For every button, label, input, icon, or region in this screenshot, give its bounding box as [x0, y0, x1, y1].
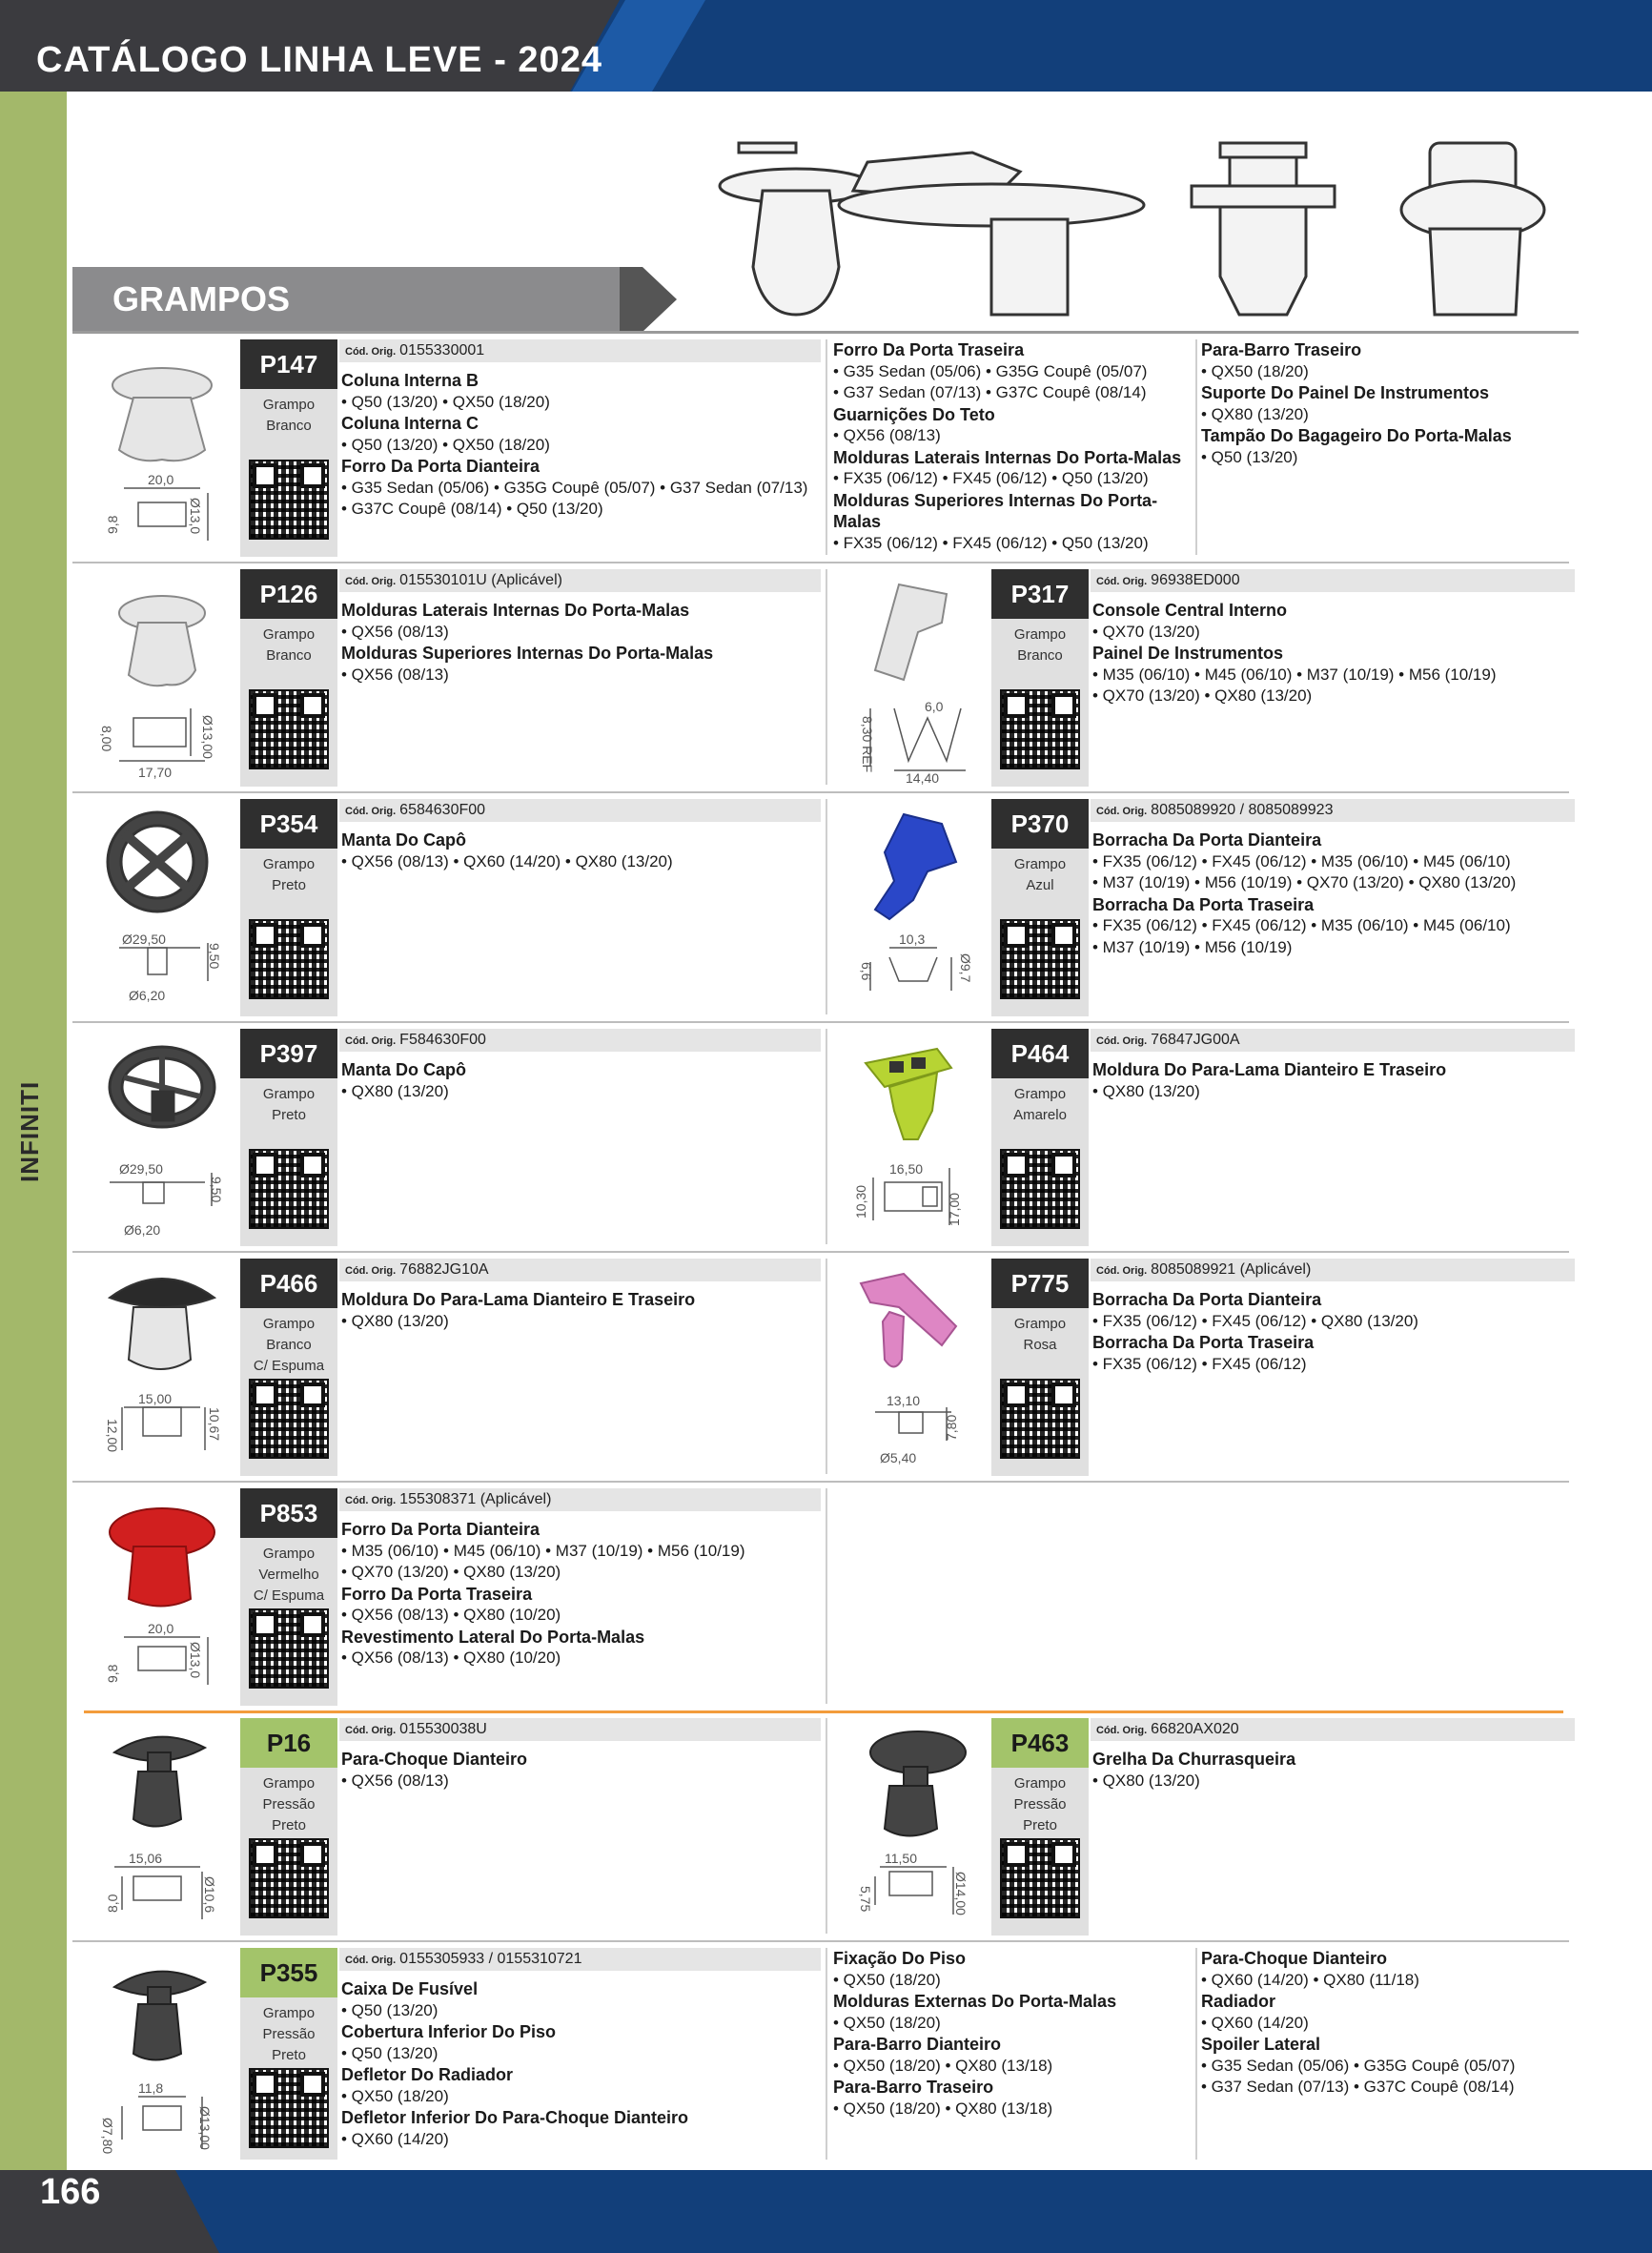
orig-label: Cód. Orig.: [345, 576, 397, 587]
clip-image-p370: [846, 805, 980, 1014]
application-heading: Molduras Superiores Internas Do Porta-Malas: [833, 490, 1158, 531]
orig-code-bar: [339, 569, 821, 592]
orig-label: Cód. Orig.: [1096, 1035, 1148, 1047]
column-separator: [826, 1718, 827, 1934]
product-card-p370: [991, 799, 1089, 1016]
applications-col-3: [1201, 339, 1563, 468]
orig-code-bar: [339, 799, 821, 822]
dim-width: 11,50: [885, 1851, 917, 1866]
column-separator: [826, 799, 827, 1014]
application-heading: Console Central Interno: [1092, 601, 1288, 620]
application-models: • QX50 (18/20): [341, 2086, 449, 2105]
dim-height: 9,8: [105, 1664, 120, 1683]
application-models: • FX35 (06/12) • FX45 (06/12): [1092, 1354, 1307, 1373]
application-models: • QX70 (13/20) • QX80 (13/20): [341, 1563, 561, 1581]
product-card-p354: [240, 799, 337, 1016]
application-heading: Fixação Do Piso: [833, 1949, 967, 1968]
application-heading: Forro Da Porta Traseira: [833, 340, 1025, 359]
application-models: • Q50 (13/20): [1201, 447, 1298, 466]
application-models: • QX50 (18/20): [1201, 361, 1309, 380]
application-heading: Moldura Do Para-Lama Dianteiro E Traseiro: [341, 1290, 696, 1309]
application-heading: Forro Da Porta Traseira: [341, 1584, 533, 1604]
application-models: • G35 Sedan (05/06) • G35G Coupê (05/07): [833, 361, 1148, 380]
dim-height: 8,30 REF: [860, 716, 875, 773]
application-models: • FX35 (06/12) • FX45 (06/12) • M35 (06/10) • M45 (06/10): [1092, 851, 1511, 870]
orig-code-bar: [1091, 799, 1575, 822]
product-type: Grampo: [262, 856, 316, 872]
applications-col-1: [1092, 1749, 1569, 1792]
applications-col-1: [341, 370, 818, 521]
column-separator: [826, 1948, 827, 2160]
product-code: P775: [991, 1259, 1089, 1308]
application-models: • QX80 (13/20): [1092, 1771, 1200, 1790]
application-models: • G37C Coupê (08/14) • Q50 (13/20): [341, 500, 603, 518]
orig-label: Cód. Orig.: [345, 1265, 397, 1277]
column-separator: [826, 1488, 827, 1704]
dim-diameter: Ø13,0: [188, 498, 203, 535]
product-type: Grampo: [262, 1086, 316, 1102]
orig-code-bar: [1091, 569, 1575, 592]
application-models: • QX56 (08/13): [833, 426, 941, 444]
application-models: • Q50 (13/20) • QX50 (18/20): [341, 435, 550, 454]
applications-col-2: [833, 1948, 1195, 2120]
application-heading: Tampão Do Bagageiro Do Porta-Malas: [1201, 426, 1512, 445]
product-color: Preto: [272, 2047, 306, 2063]
qr-code[interactable]: [249, 1379, 329, 1459]
qr-code[interactable]: [249, 2068, 329, 2148]
dim-diameter: Ø29,50: [119, 1161, 163, 1177]
application-heading: Manta Do Capô: [341, 1060, 467, 1079]
column-separator: [826, 569, 827, 785]
application-models: • QX80 (13/20): [1092, 1081, 1200, 1100]
application-heading: Caixa De Fusível: [341, 1979, 479, 1998]
application-models: • Q50 (13/20): [341, 2000, 438, 2019]
product-type: Grampo: [262, 1316, 316, 1332]
product-card-p147: [240, 339, 337, 557]
applications-col-2: [833, 339, 1195, 554]
clip-image-p147: [95, 345, 229, 555]
row-divider: [72, 562, 1569, 563]
product-type: Grampo: [262, 397, 316, 413]
application-models: • G37 Sedan (07/13) • G37C Coupê (08/14): [1201, 2078, 1515, 2096]
column-separator: [826, 1259, 827, 1474]
product-code: P317: [991, 569, 1089, 619]
application-models: • Q50 (13/20) • QX50 (18/20): [341, 392, 550, 411]
dim-width: 20,0: [148, 1621, 174, 1636]
qr-code[interactable]: [1000, 1838, 1080, 1918]
application-heading: Radiador: [1201, 1992, 1276, 2011]
product-code: P464: [991, 1029, 1089, 1078]
footer-bar: [0, 2170, 1652, 2253]
dim-diameter: Ø5,40: [880, 1450, 917, 1465]
orig-code: F584630F00: [399, 1032, 486, 1048]
application-heading: Suporte Do Painel De Instrumentos: [1201, 383, 1490, 402]
product-card-p317: [991, 569, 1089, 787]
product-color: Branco: [1017, 647, 1063, 664]
application-heading: Coluna Interna C: [341, 414, 479, 433]
application-models: • QX56 (08/13): [341, 622, 449, 641]
orig-label: Cód. Orig.: [1096, 806, 1148, 817]
application-models: • M37 (10/19) • M56 (10/19) • QX70 (13/20) • QX80 (13/20): [1092, 873, 1517, 891]
dim-length: 14,40: [906, 770, 940, 785]
row-divider: [72, 1251, 1569, 1253]
product-color: Branco: [266, 1337, 312, 1353]
section-title: GRAMPOS: [112, 279, 291, 318]
application-models: • QX70 (13/20) • QX80 (13/20): [1092, 686, 1313, 705]
application-models: • QX56 (08/13): [341, 1771, 449, 1790]
product-code: P370: [991, 799, 1089, 849]
product-code: P355: [240, 1948, 337, 1997]
product-type: Grampo: [262, 1546, 316, 1562]
application-models: • QX70 (13/20): [1092, 622, 1200, 641]
orig-code-bar: [339, 1488, 821, 1511]
orig-label: Cód. Orig.: [1096, 1725, 1148, 1736]
column-separator: [1195, 1948, 1197, 2160]
applications-col-1: [1092, 1059, 1569, 1102]
product-card-p775: [991, 1259, 1089, 1476]
dim-width: 6,0: [925, 699, 944, 714]
orange-divider: [84, 1710, 1563, 1713]
product-color: Preto: [272, 1107, 306, 1123]
application-models: • G35 Sedan (05/06) • G35G Coupê (05/07) • G37 Sedan (07/13): [341, 478, 808, 497]
product-card-p463: [991, 1718, 1089, 1936]
clip-image-p853: [95, 1494, 229, 1704]
application-heading: Painel De Instrumentos: [1092, 644, 1284, 663]
product-type: Grampo: [262, 626, 316, 643]
product-type: Grampo: [1013, 626, 1067, 643]
dim-width: 15,06: [129, 1851, 163, 1866]
page-number: 166: [40, 2172, 101, 2212]
dim-width: 10,3: [899, 932, 926, 947]
product-type: Grampo Pressão: [262, 1775, 316, 1813]
product-card-p397: [240, 1029, 337, 1246]
application-heading: Grelha Da Churrasqueira: [1092, 1750, 1296, 1769]
product-card-p466: [240, 1259, 337, 1476]
application-heading: Borracha Da Porta Traseira: [1092, 1333, 1315, 1352]
section-banner-arrow: [620, 267, 677, 332]
orig-code-bar: [339, 1948, 821, 1971]
orig-label: Cód. Orig.: [345, 1495, 397, 1506]
application-heading: Defletor Inferior Do Para-Choque Dianteiro: [341, 2108, 689, 2127]
qr-code[interactable]: [249, 1149, 329, 1229]
orig-code-bar: [339, 1718, 821, 1741]
clip-image-p463: [846, 1724, 980, 1934]
product-extra: C/ Espuma: [253, 1587, 325, 1604]
dim-diameter: Ø13,00: [200, 715, 215, 759]
dim-height: 8,0: [105, 1894, 120, 1913]
orig-label: Cód. Orig.: [1096, 1265, 1148, 1277]
clip-image-p126: [95, 575, 229, 785]
application-models: • QX80 (13/20): [341, 1311, 449, 1330]
orig-code: 0155330001: [399, 342, 485, 358]
dim-diameter: Ø13,00: [197, 2106, 213, 2150]
applications-col-1: [341, 830, 818, 872]
qr-code[interactable]: [249, 1608, 329, 1689]
clip-image-p397: [95, 1034, 229, 1244]
qr-code[interactable]: [249, 919, 329, 999]
application-models: • QX50 (18/20): [833, 2013, 941, 2032]
orig-code: 015530038U: [399, 1721, 487, 1737]
application-heading: Molduras Externas Do Porta-Malas: [833, 1992, 1117, 2011]
application-heading: Coluna Interna B: [341, 371, 479, 390]
application-models: • QX60 (14/20): [341, 2129, 449, 2148]
applications-col-1: [341, 1978, 818, 2150]
application-models: • QX50 (18/20) • QX80 (13/18): [833, 2099, 1053, 2118]
dim-width: 17,70: [138, 765, 173, 780]
application-heading: Para-Barro Traseiro: [1201, 340, 1362, 359]
product-code: P147: [240, 339, 337, 389]
qr-code[interactable]: [1000, 1379, 1080, 1459]
column-separator: [1195, 339, 1197, 555]
application-models: • QX80 (13/20): [1201, 404, 1309, 423]
application-models: • QX56 (08/13) • QX80 (10/20): [341, 1606, 561, 1624]
dim-diameter: Ø13,0: [188, 1642, 203, 1679]
dim-pin-diameter: Ø7,80: [100, 2118, 115, 2155]
application-models: • FX35 (06/12) • FX45 (06/12) • Q50 (13/20): [833, 533, 1149, 552]
dim-height: 9,50: [207, 943, 222, 970]
product-color: Preto: [1023, 1817, 1057, 1833]
product-type: Grampo: [1013, 1086, 1067, 1102]
brand-label: INFINITI: [15, 1080, 44, 1182]
orig-label: Cód. Orig.: [345, 1955, 397, 1966]
applications-col-1: [1092, 830, 1569, 958]
qr-code[interactable]: [1000, 1149, 1080, 1229]
column-separator: [826, 339, 827, 555]
orig-code-bar: [1091, 1259, 1575, 1281]
product-card-p464: [991, 1029, 1089, 1246]
orig-code: 76847JG00A: [1151, 1032, 1240, 1048]
application-heading: Borracha Da Porta Dianteira: [1092, 1290, 1322, 1309]
row-divider: [72, 1481, 1569, 1483]
application-heading: Manta Do Capô: [341, 830, 467, 850]
qr-code[interactable]: [249, 689, 329, 769]
orig-label: Cód. Orig.: [345, 806, 397, 817]
dim-diameter: Ø9,7: [958, 953, 973, 983]
dim-pin-diameter: Ø6,20: [124, 1222, 161, 1238]
dim-width: 11,8: [138, 2080, 164, 2096]
row-divider: [72, 1021, 1569, 1023]
application-heading: Para-Choque Dianteiro: [1201, 1949, 1388, 1968]
clip-image-p16: [95, 1724, 229, 1934]
application-models: • G37 Sedan (07/13) • G37C Coupê (08/14): [833, 383, 1147, 401]
product-card-p355: [240, 1948, 337, 2160]
application-models: • QX60 (14/20) • QX80 (11/18): [1201, 1970, 1419, 1989]
product-color: Amarelo: [1013, 1107, 1067, 1123]
application-models: • QX56 (08/13) • QX80 (10/20): [341, 1649, 561, 1667]
application-heading: Borracha Da Porta Traseira: [1092, 894, 1315, 914]
product-color: Azul: [1026, 877, 1054, 893]
dim-width: 16,50: [889, 1161, 924, 1177]
clip-image-p464: [846, 1034, 980, 1244]
orig-code-bar: [339, 1029, 821, 1052]
product-code: P354: [240, 799, 337, 849]
application-models: • QX80 (13/20): [341, 1081, 449, 1100]
orig-code: 155308371 (Aplicável): [399, 1491, 552, 1507]
orig-code: 8085089920 / 8085089923: [1151, 802, 1334, 818]
clip-image-p466: [95, 1264, 229, 1474]
dim-depth: 10,67: [207, 1407, 222, 1442]
orig-code-bar: [339, 339, 821, 362]
application-heading: Borracha Da Porta Dianteira: [1092, 830, 1322, 850]
qr-code[interactable]: [1000, 919, 1080, 999]
dim-height: 7,80: [944, 1414, 959, 1441]
application-heading: Forro Da Porta Dianteira: [341, 1520, 540, 1539]
orig-label: Cód. Orig.: [345, 1035, 397, 1047]
product-color: Preto: [272, 1817, 306, 1833]
dim-width: 20,0: [148, 472, 174, 487]
application-heading: Para-Barro Traseiro: [833, 2078, 994, 2097]
qr-code[interactable]: [249, 460, 329, 540]
product-color: Rosa: [1023, 1337, 1057, 1353]
product-code: P16: [240, 1718, 337, 1768]
application-heading: Molduras Laterais Internas Do Porta-Malas: [341, 601, 690, 620]
application-heading: Revestimento Lateral Do Porta-Malas: [341, 1627, 645, 1647]
dim-width: 13,10: [887, 1393, 921, 1408]
product-color: Branco: [266, 647, 312, 664]
product-code: P853: [240, 1488, 337, 1538]
orig-code: 8085089921 (Aplicável): [1151, 1261, 1312, 1278]
dim-height: 8,00: [99, 726, 114, 752]
orig-code-bar: [1091, 1029, 1575, 1052]
dim-height: 10,30: [853, 1184, 868, 1219]
row-divider: [72, 1940, 1569, 1942]
qr-code[interactable]: [249, 1838, 329, 1918]
orig-code: 96938ED000: [1151, 572, 1240, 588]
product-color: Preto: [272, 877, 306, 893]
orig-code: 6584630F00: [399, 802, 486, 818]
applications-col-1: [341, 600, 818, 686]
application-heading: Cobertura Inferior Do Piso: [341, 2022, 557, 2041]
orig-code: 015530101U (Aplicável): [399, 572, 562, 588]
dim-diameter: Ø14,00: [953, 1872, 969, 1915]
dim-depth: 17,00: [947, 1192, 962, 1226]
product-type: Grampo: [1013, 856, 1067, 872]
applications-col-1: [1092, 1289, 1569, 1375]
applications-col-1: [341, 1059, 818, 1102]
application-models: • Q50 (13/20): [341, 2043, 438, 2062]
orig-label: Cód. Orig.: [1096, 576, 1148, 587]
applications-col-1: [341, 1749, 818, 1792]
application-models: • QX56 (08/13) • QX60 (14/20) • QX80 (13/20): [341, 851, 673, 870]
application-heading: Spoiler Lateral: [1201, 2035, 1321, 2054]
dim-diameter: Ø10,6: [202, 1876, 217, 1914]
dim-pin-diameter: Ø6,20: [129, 988, 166, 1003]
applications-col-3: [1201, 1948, 1563, 2099]
product-extra: C/ Espuma: [253, 1358, 325, 1374]
product-type: Grampo Pressão: [262, 2005, 316, 2042]
dim-height: 12,00: [105, 1419, 120, 1453]
section-underline: [72, 331, 1579, 334]
application-models: • FX35 (06/12) • FX45 (06/12) • Q50 (13/20): [833, 469, 1149, 487]
application-heading: Forro Da Porta Dianteira: [341, 457, 540, 476]
dim-height: 9,8: [105, 515, 120, 534]
application-models: • G35 Sedan (05/06) • G35G Coupê (05/07): [1201, 2056, 1516, 2075]
application-models: • FX35 (06/12) • FX45 (06/12) • QX80 (13/20): [1092, 1311, 1418, 1330]
application-models: • QX60 (14/20): [1201, 2013, 1309, 2032]
application-models: • M35 (06/10) • M45 (06/10) • M37 (10/19) • M56 (10/19): [341, 1541, 745, 1560]
dim-height: 9,50: [209, 1177, 224, 1203]
application-models: • M37 (10/19) • M56 (10/19): [1092, 937, 1293, 956]
product-code: P466: [240, 1259, 337, 1308]
clip-image-p775: [846, 1264, 980, 1474]
product-code: P463: [991, 1718, 1089, 1768]
orig-code: 0155305933 / 0155310721: [399, 1951, 582, 1967]
applications-col-1: [341, 1519, 818, 1669]
orig-code: 76882JG10A: [399, 1261, 489, 1278]
application-heading: Molduras Superiores Internas Do Porta-Malas: [341, 644, 714, 663]
orig-code: 66820AX020: [1151, 1721, 1239, 1737]
applications-col-1: [1092, 600, 1569, 707]
orig-code-bar: [1091, 1718, 1575, 1741]
application-heading: Defletor Do Radiador: [341, 2065, 514, 2084]
application-heading: Moldura Do Para-Lama Dianteiro E Traseiro: [1092, 1060, 1447, 1079]
product-card-p16: [240, 1718, 337, 1936]
product-color: Branco: [266, 418, 312, 434]
clip-image-p317: [846, 575, 980, 785]
dim-height: 6,6: [859, 962, 874, 981]
product-code: P126: [240, 569, 337, 619]
application-heading: Molduras Laterais Internas Do Porta-Malas: [833, 447, 1182, 467]
product-card-p126: [240, 569, 337, 787]
product-code: P397: [240, 1029, 337, 1078]
row-divider: [72, 791, 1569, 793]
application-models: • QX50 (18/20) • QX80 (13/18): [833, 2056, 1053, 2075]
column-separator: [826, 1029, 827, 1244]
qr-code[interactable]: [1000, 689, 1080, 769]
application-models: • QX50 (18/20): [833, 1970, 941, 1989]
application-models: • FX35 (06/12) • FX45 (06/12) • M35 (06/10) • M45 (06/10): [1092, 916, 1511, 934]
product-type: Grampo Pressão: [1013, 1775, 1067, 1813]
application-models: • QX56 (08/13): [341, 665, 449, 684]
clip-image-p355: [95, 1954, 229, 2163]
clip-image-p354: [95, 805, 229, 1014]
header-clips-illustration: [705, 133, 1563, 324]
product-type: Grampo: [1013, 1316, 1067, 1332]
application-heading: Para-Choque Dianteiro: [341, 1750, 528, 1769]
product-card-p853: [240, 1488, 337, 1706]
orig-label: Cód. Orig.: [345, 346, 397, 358]
orig-label: Cód. Orig.: [345, 1725, 397, 1736]
dim-width: 15,00: [138, 1391, 173, 1406]
product-color: Vermelho: [258, 1567, 319, 1583]
catalog-title: CATÁLOGO LINHA LEVE - 2024: [36, 40, 602, 80]
application-heading: Guarnições Do Teto: [833, 404, 995, 424]
dim-height: 5,75: [858, 1886, 873, 1913]
dim-diameter: Ø29,50: [122, 932, 166, 947]
application-models: • M35 (06/10) • M45 (06/10) • M37 (10/19) • M56 (10/19): [1092, 665, 1497, 684]
applications-col-1: [341, 1289, 818, 1332]
orig-code-bar: [339, 1259, 821, 1281]
application-heading: Para-Barro Dianteiro: [833, 2035, 1002, 2054]
